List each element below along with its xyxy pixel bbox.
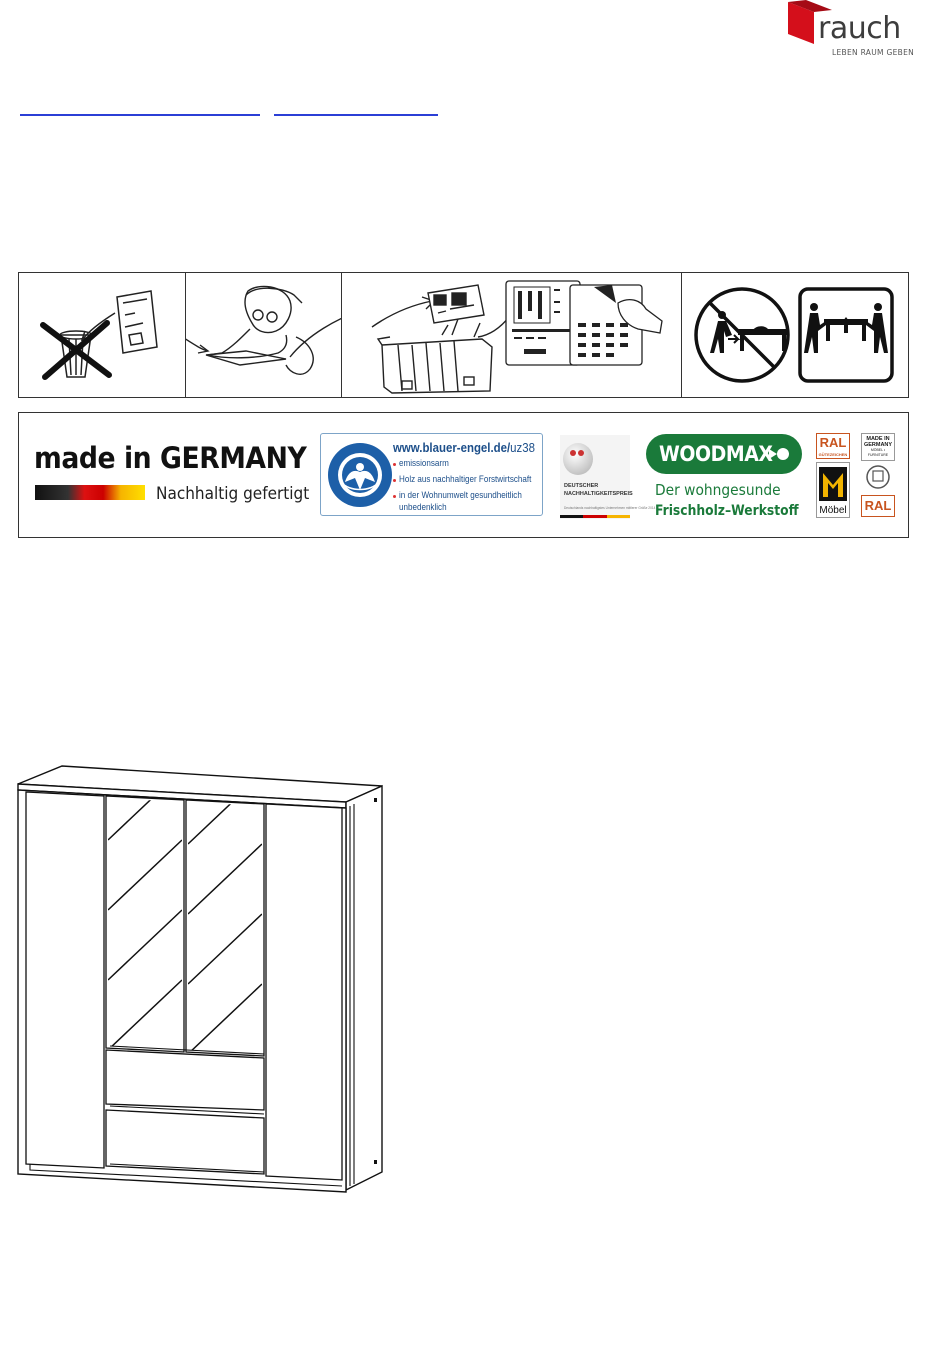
ral-guetezeichen: GÜTEZEICHEN: [818, 452, 848, 457]
dnp-line-1: DEUTSCHER: [564, 483, 599, 489]
blauer-engel-item-1: emissionsarm: [399, 458, 449, 469]
wardrobe-doors: [26, 792, 342, 1180]
blauer-engel-seal-icon: [327, 442, 393, 508]
moebel-badge: [816, 462, 850, 518]
made-in-germany-subtitle: Nachhaltig gefertigt: [156, 484, 310, 504]
wardrobe-drawing: [14, 760, 386, 1198]
made-in-germany-title: made in GERMANY: [34, 441, 307, 475]
blauer-engel-url[interactable]: [393, 440, 535, 455]
mig-small-sub: MÖBEL • FURNITURE: [867, 448, 889, 457]
bullet-icon: [393, 479, 396, 482]
logo-wordmark: rauch: [818, 11, 901, 46]
left-door[interactable]: [26, 792, 104, 1168]
mirror-door-right[interactable]: [186, 800, 264, 1056]
woodmax-line-1: Der wohngesunde: [655, 481, 781, 499]
trash-crossed-icon: [19, 273, 185, 397]
flag-stripe-icon: [560, 515, 630, 518]
woodmax-brand: WOODMAX: [659, 442, 773, 466]
ral-badge-top: [816, 433, 850, 459]
moebel-m-icon: [817, 465, 849, 505]
blauer-engel-item-3: in der Wohnumwelt gesundheitlich: [399, 490, 522, 501]
rauch-logo: [786, 0, 915, 62]
bullet-icon: [393, 463, 396, 466]
right-door[interactable]: [266, 804, 342, 1180]
ral-top-text: RAL: [819, 435, 847, 450]
blauer-engel-item-4: unbedenklich: [399, 502, 447, 513]
certification-strip: [18, 412, 909, 538]
sustainability-award-icon: [560, 435, 630, 479]
logo-tagline: LEBEN RAUM GEBEN: [832, 48, 915, 57]
reading-person-icon: [186, 273, 341, 397]
blauer-engel-url-main: www.blauer-engel.de/: [393, 440, 511, 455]
woodmax-line-2: Frischholz–Werkstoff: [655, 503, 799, 519]
quality-seal-icon: [861, 463, 895, 491]
instruction-strip: [18, 272, 909, 398]
blauer-engel-label: [320, 433, 543, 516]
nachhaltigkeitspreis-badge: [560, 435, 656, 519]
color-gradient-bar-icon: [35, 485, 145, 500]
dnp-small-text: Deutschlands nachhaltigstes Unternehmen mittlerer Größe 2014: [564, 506, 656, 510]
drawer-upper[interactable]: [106, 1050, 264, 1110]
link-underline-1[interactable]: [20, 114, 260, 116]
mig-small-text: MADE IN GERMANY: [863, 436, 893, 448]
link-underline-2[interactable]: [274, 114, 438, 116]
moebel-label: Möbel: [819, 505, 847, 516]
keep-instructions-panel: [342, 273, 682, 397]
drawer-lower[interactable]: [106, 1110, 264, 1174]
dnp-line-2: NACHHALTIGKEITSPREIS: [564, 491, 633, 497]
two-person-carry-panel: [682, 273, 908, 397]
file-folder-icon: [342, 273, 681, 397]
blauer-engel-item-2: Holz aus nachhaltiger Forstwirtschaft: [399, 474, 532, 485]
mirror-door-left[interactable]: [106, 796, 184, 1052]
mig-small-badge: [861, 433, 895, 461]
blauer-engel-url-code: uz38: [510, 440, 535, 455]
carry-warning-icons: [682, 273, 908, 397]
dont-discard-instructions-panel: [19, 273, 186, 397]
bullet-icon: [393, 495, 396, 498]
read-instructions-panel: [186, 273, 342, 397]
ral-badge-bottom: RAL: [861, 495, 895, 517]
